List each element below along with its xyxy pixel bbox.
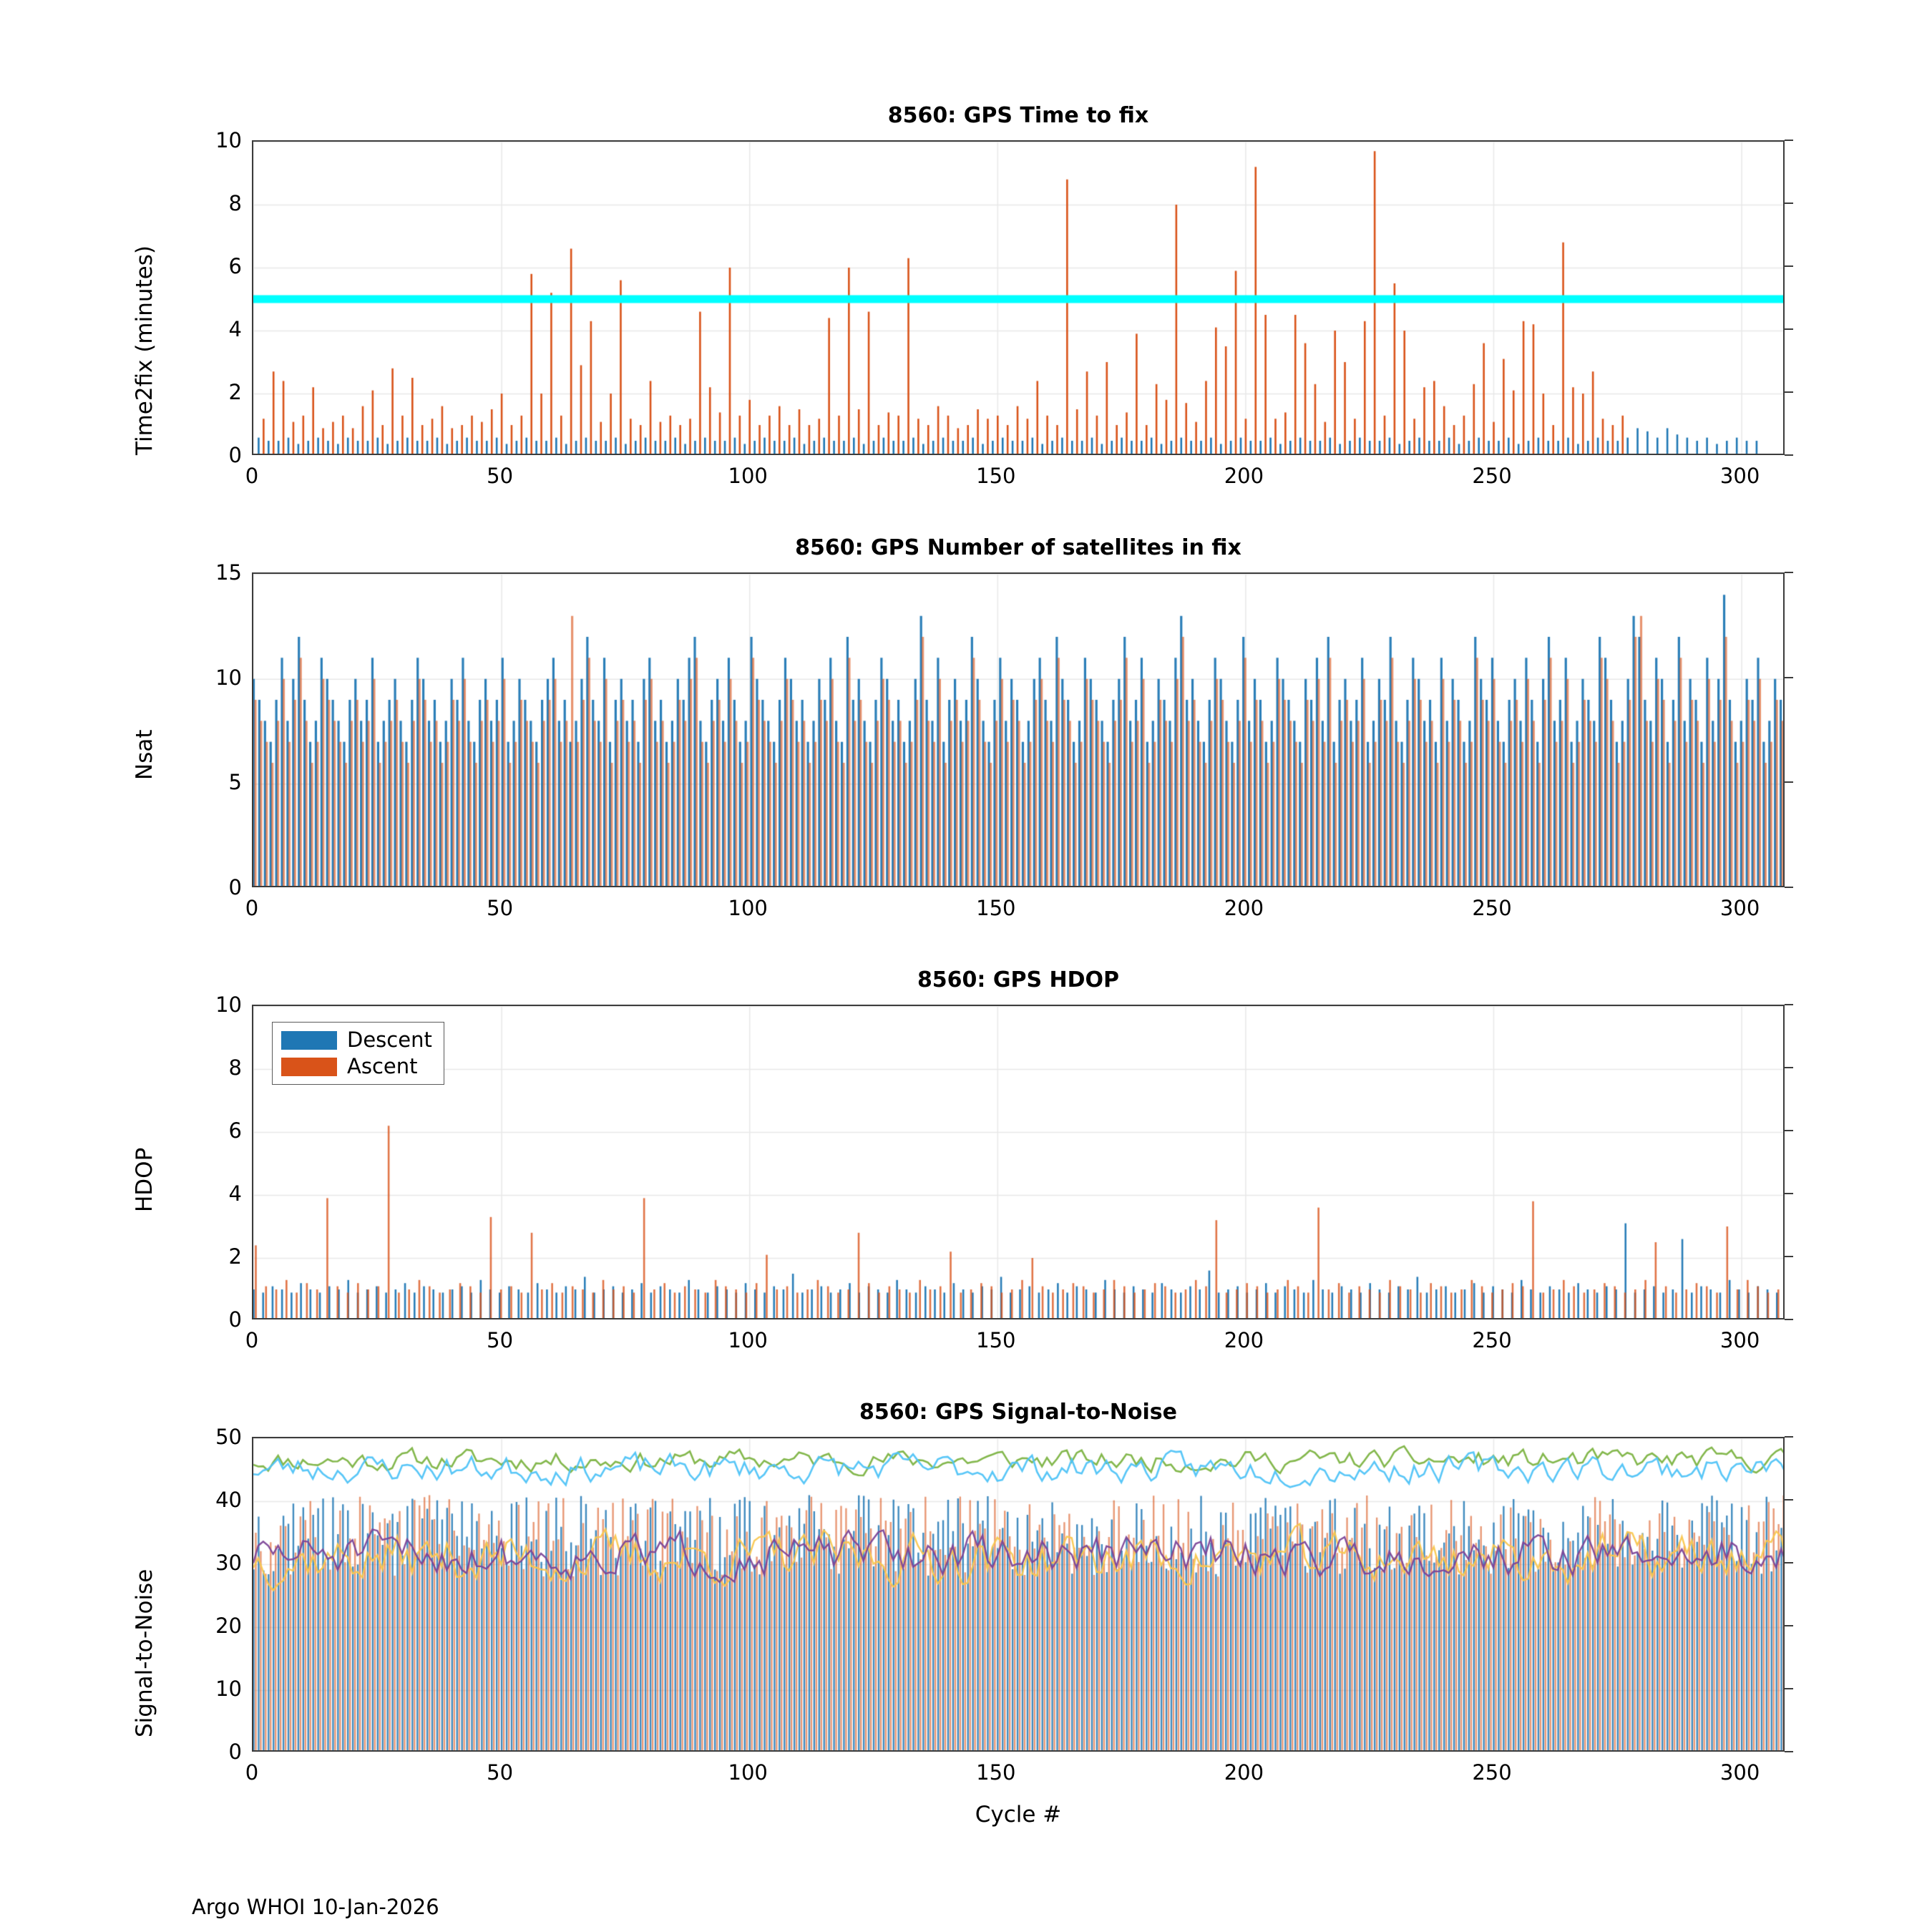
y-tick-label: 30 (215, 1551, 242, 1575)
x-tick-label: 300 (1719, 464, 1760, 488)
x-tick-label: 200 (1224, 896, 1264, 920)
y-tick-mark (1785, 572, 1793, 573)
x-tick-label: 100 (728, 896, 768, 920)
y-tick-label: 10 (215, 128, 242, 152)
x-tick-label: 0 (245, 464, 259, 488)
y-tick-label: 0 (228, 1307, 242, 1332)
x-tick-label: 100 (728, 464, 768, 488)
axis-label-hdop: HDOP (132, 1147, 157, 1212)
y-tick-label: 5 (228, 770, 242, 795)
x-tick-label: 50 (487, 1328, 514, 1352)
y-tick-label: 2 (228, 380, 242, 404)
y-tick-mark (1785, 887, 1793, 888)
x-tick-label: 300 (1719, 1760, 1760, 1785)
x-tick-label: 150 (976, 1328, 1016, 1352)
x-tick-label: 50 (487, 896, 514, 920)
y-tick-mark (1785, 1256, 1793, 1257)
y-tick-mark (1785, 1751, 1793, 1752)
legend-swatch-descent (281, 1031, 337, 1050)
axis-label-nsat: Nsat (132, 729, 157, 780)
y-tick-label: 8 (228, 191, 242, 215)
y-tick-mark (1785, 1004, 1793, 1005)
y-tick-mark (1785, 1562, 1793, 1563)
y-tick-label: 6 (228, 254, 242, 278)
y-tick-label: 10 (215, 665, 242, 690)
x-tick-label: 250 (1472, 896, 1512, 920)
legend-item-descent (281, 1030, 432, 1050)
figure-footer: Argo WHOI 10-Jan-2026 (192, 1895, 439, 1919)
legend-label-descent: Descent (347, 1028, 432, 1052)
panel-title-snr: 8560: GPS Signal-to-Noise (859, 1400, 1177, 1425)
x-tick-label: 250 (1472, 464, 1512, 488)
y-tick-mark (1785, 454, 1793, 456)
panel-title-hdop: 8560: GPS HDOP (917, 967, 1120, 992)
y-tick-mark (1785, 140, 1793, 141)
y-tick-mark (1785, 1499, 1793, 1501)
x-tick-label: 0 (245, 1760, 259, 1785)
x-tick-label: 0 (245, 896, 259, 920)
x-tick-label: 150 (976, 1760, 1016, 1785)
panel-nsat (132, 535, 1785, 920)
y-tick-mark (1785, 1193, 1793, 1194)
legend-swatch-ascent (281, 1058, 337, 1076)
y-tick-label: 4 (228, 317, 242, 341)
y-tick-label: 0 (228, 443, 242, 467)
y-tick-mark (1785, 781, 1793, 783)
y-tick-label: 4 (228, 1181, 242, 1206)
y-tick-mark (1785, 1319, 1793, 1320)
panel-title-nsat: 8560: GPS Number of satellites in fix (795, 535, 1241, 560)
legend (272, 1022, 444, 1085)
y-tick-label: 0 (228, 1740, 242, 1764)
y-tick-label: 40 (215, 1488, 242, 1512)
plot-area-nsat (252, 572, 1785, 887)
panel-time-to-fix (132, 103, 1785, 488)
y-tick-mark (1785, 1436, 1793, 1438)
y-tick-mark (1785, 1067, 1793, 1068)
x-tick-label: 250 (1472, 1760, 1512, 1785)
legend-item-ascent (281, 1056, 432, 1077)
legend-label-ascent: Ascent (347, 1054, 418, 1078)
axis-label-snr: Signal-to-Noise (132, 1568, 157, 1737)
axis-label-cycle: Cycle # (975, 1802, 1062, 1828)
y-tick-label: 15 (215, 560, 242, 585)
panel-hdop (132, 967, 1785, 1352)
x-tick-label: 200 (1224, 1328, 1264, 1352)
y-tick-label: 50 (215, 1425, 242, 1449)
plot-area-snr (252, 1437, 1785, 1752)
panel-snr (132, 1400, 1785, 1828)
plot-area-hdop (252, 1005, 1785, 1319)
x-tick-label: 150 (976, 896, 1016, 920)
y-tick-label: 10 (215, 992, 242, 1017)
y-tick-mark (1785, 328, 1793, 330)
x-tick-label: 100 (728, 1328, 768, 1352)
y-tick-label: 2 (228, 1244, 242, 1269)
y-tick-mark (1785, 1130, 1793, 1131)
x-tick-label: 100 (728, 1760, 768, 1785)
y-tick-mark (1785, 265, 1793, 267)
y-tick-mark (1785, 203, 1793, 204)
y-tick-label: 20 (215, 1614, 242, 1638)
x-tick-label: 150 (976, 464, 1016, 488)
x-tick-label: 250 (1472, 1328, 1512, 1352)
plot-area-time-to-fix (252, 140, 1785, 455)
y-tick-label: 6 (228, 1118, 242, 1143)
y-tick-mark (1785, 677, 1793, 678)
y-tick-mark (1785, 391, 1793, 393)
panel-title-time-to-fix: 8560: GPS Time to fix (887, 103, 1149, 128)
x-tick-label: 300 (1719, 1328, 1760, 1352)
x-tick-label: 0 (245, 1328, 259, 1352)
y-tick-label: 8 (228, 1055, 242, 1080)
y-tick-label: 0 (228, 875, 242, 899)
y-tick-mark (1785, 1688, 1793, 1689)
x-tick-label: 200 (1224, 464, 1264, 488)
x-tick-label: 300 (1719, 896, 1760, 920)
x-tick-label: 50 (487, 1760, 514, 1785)
x-tick-label: 200 (1224, 1760, 1264, 1785)
y-tick-label: 10 (215, 1677, 242, 1701)
y-tick-mark (1785, 1625, 1793, 1626)
x-tick-label: 50 (487, 464, 514, 488)
axis-label-time2fix: Time2fix (minutes) (132, 245, 157, 455)
